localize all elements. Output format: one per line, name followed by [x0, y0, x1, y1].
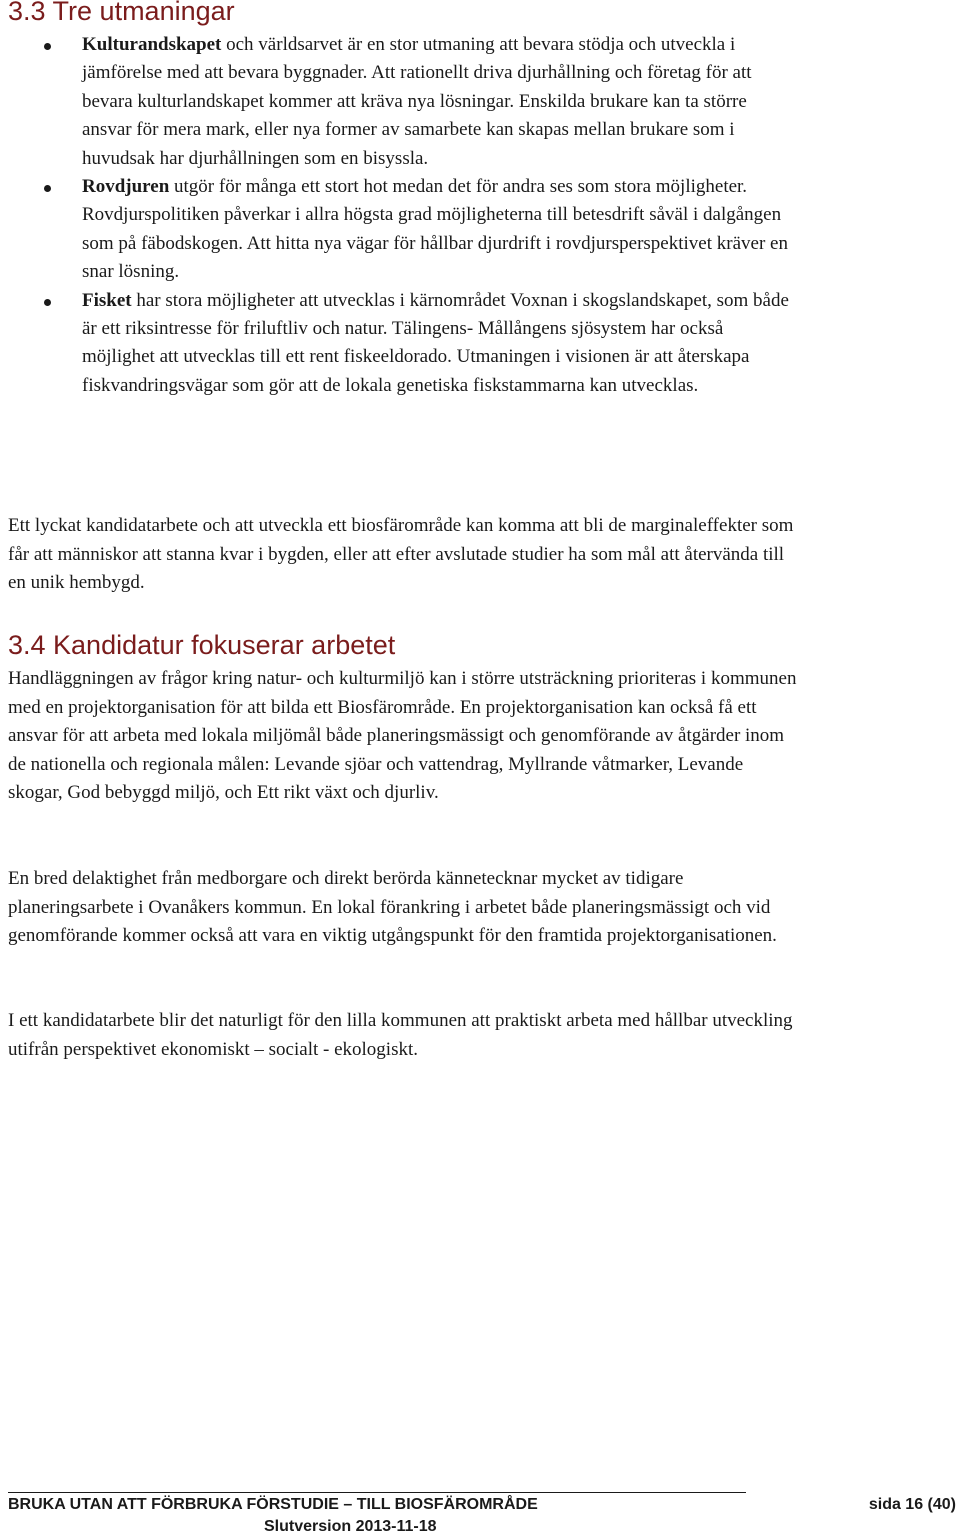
paragraph-kandidatarbete: I ett kandidatarbete blir det naturligt för den lilla kommunen att praktiskt arbeta med hållbar utveckling utifrån perspektivet ekonomiskt – socialt - ekologiskt. [8, 1010, 793, 1060]
bullet-lead: Fisket [82, 289, 132, 311]
challenges-bullet-list [0, 31, 800, 400]
bullet-text: har stora möjligheter att utvecklas i kärnområdet Voxnan i skogslandskapet, som både är ett riksintresse för friluftliv och natur. Tälingens- Mållångens sjösystem har också möjlighet att utvecklas till ett rent fiskeeldorado. Utmaningen i visionen är att återskapa fiskvandringsvägar som gör att de lokala genetiska fiskstammarna kan utvecklas. [82, 289, 789, 396]
bullet-lead: Rovdjuren [82, 176, 170, 198]
paragraph-handlaggning: Handläggningen av frågor kring natur- och kulturmiljö kan i större utsträckning prioriteras i kommunen med en projektorganisation för att bilda ett Biosfärområde. En projektorganisation kan också få ett ansvar för att arbeta med lokala miljömål både planeringsmässigt och genomförande av åtgärder inom de nationella och regionala målen: Levande sjöar och vattendrag, Myllrande våtmarker, Levande skogar, God bebyggd miljö, och Ett rikt växt och djurliv. [8, 668, 797, 804]
bullet-dot-icon [44, 43, 51, 50]
paragraph-delaktighet: En bred delaktighet från medborgare och direkt berörda kännetecknar mycket av tidigare planeringsarbete i Ovanåkers kommun. En lokal förankring i arbetet både planeringsmässigt och vid genomförande kommer också att vara en viktig utgångspunkt för den framtida projektorganisationen. [8, 868, 777, 947]
list-item-predators [0, 173, 800, 287]
list-item-fishing [0, 287, 800, 401]
closing-paragraph: Ett lyckat kandidatarbete och att utveckla ett biosfärområde kan komma att bli de marginaleffekter som får att människor att stanna kvar i bygden, eller att efter avslutade studier ha som mål att återvända till en unik hembygd. [8, 515, 794, 594]
bullet-text: och världsarvet är en stor utmaning att bevara stödja och utveckla i jämförelse med att bevara byggnader. Att rationellt driva djurhållning och företag för att bevara kulturlandskapet kommer att kräva nya lösningar. Enskilda brukare kan ta större ansvar för mera mark, eller nya former av samarbete kan skapas mellan brukare som i huvudsak har djurhållningen som en bisyssla. [82, 34, 752, 169]
bullet-text: utgör för många ett stort hot medan det för andra ses som stora möjligheter. Rovdjurspolitiken påverkar i allra högsta grad möjligheterna till betesdrift såväl i dalgången som på fäbodskogen. Att hitta nya vägar för hållbar djurdrift i rovdjursperspektivet kräver en snar lösning. [82, 176, 788, 283]
bullet-dot-icon [44, 185, 51, 192]
section-heading-3-4: 3.4 Kandidatur fokuserar arbetet [8, 630, 396, 660]
footer-version: Slutversion 2013-11-18 [264, 1518, 437, 1535]
bullet-dot-icon [44, 299, 51, 306]
section-heading-3-3: 3.3 Tre utmaningar [8, 0, 235, 26]
page-number: sida 16 (40) [868, 1496, 956, 1513]
bullet-lead: Kulturandskapet [82, 34, 222, 55]
footer-title: BRUKA UTAN ATT FÖRBRUKA FÖRSTUDIE – TILL BIOSFÄROMRÅDE [8, 1496, 538, 1513]
list-item-cultural-landscape [0, 31, 800, 173]
footer-divider [8, 1492, 746, 1493]
